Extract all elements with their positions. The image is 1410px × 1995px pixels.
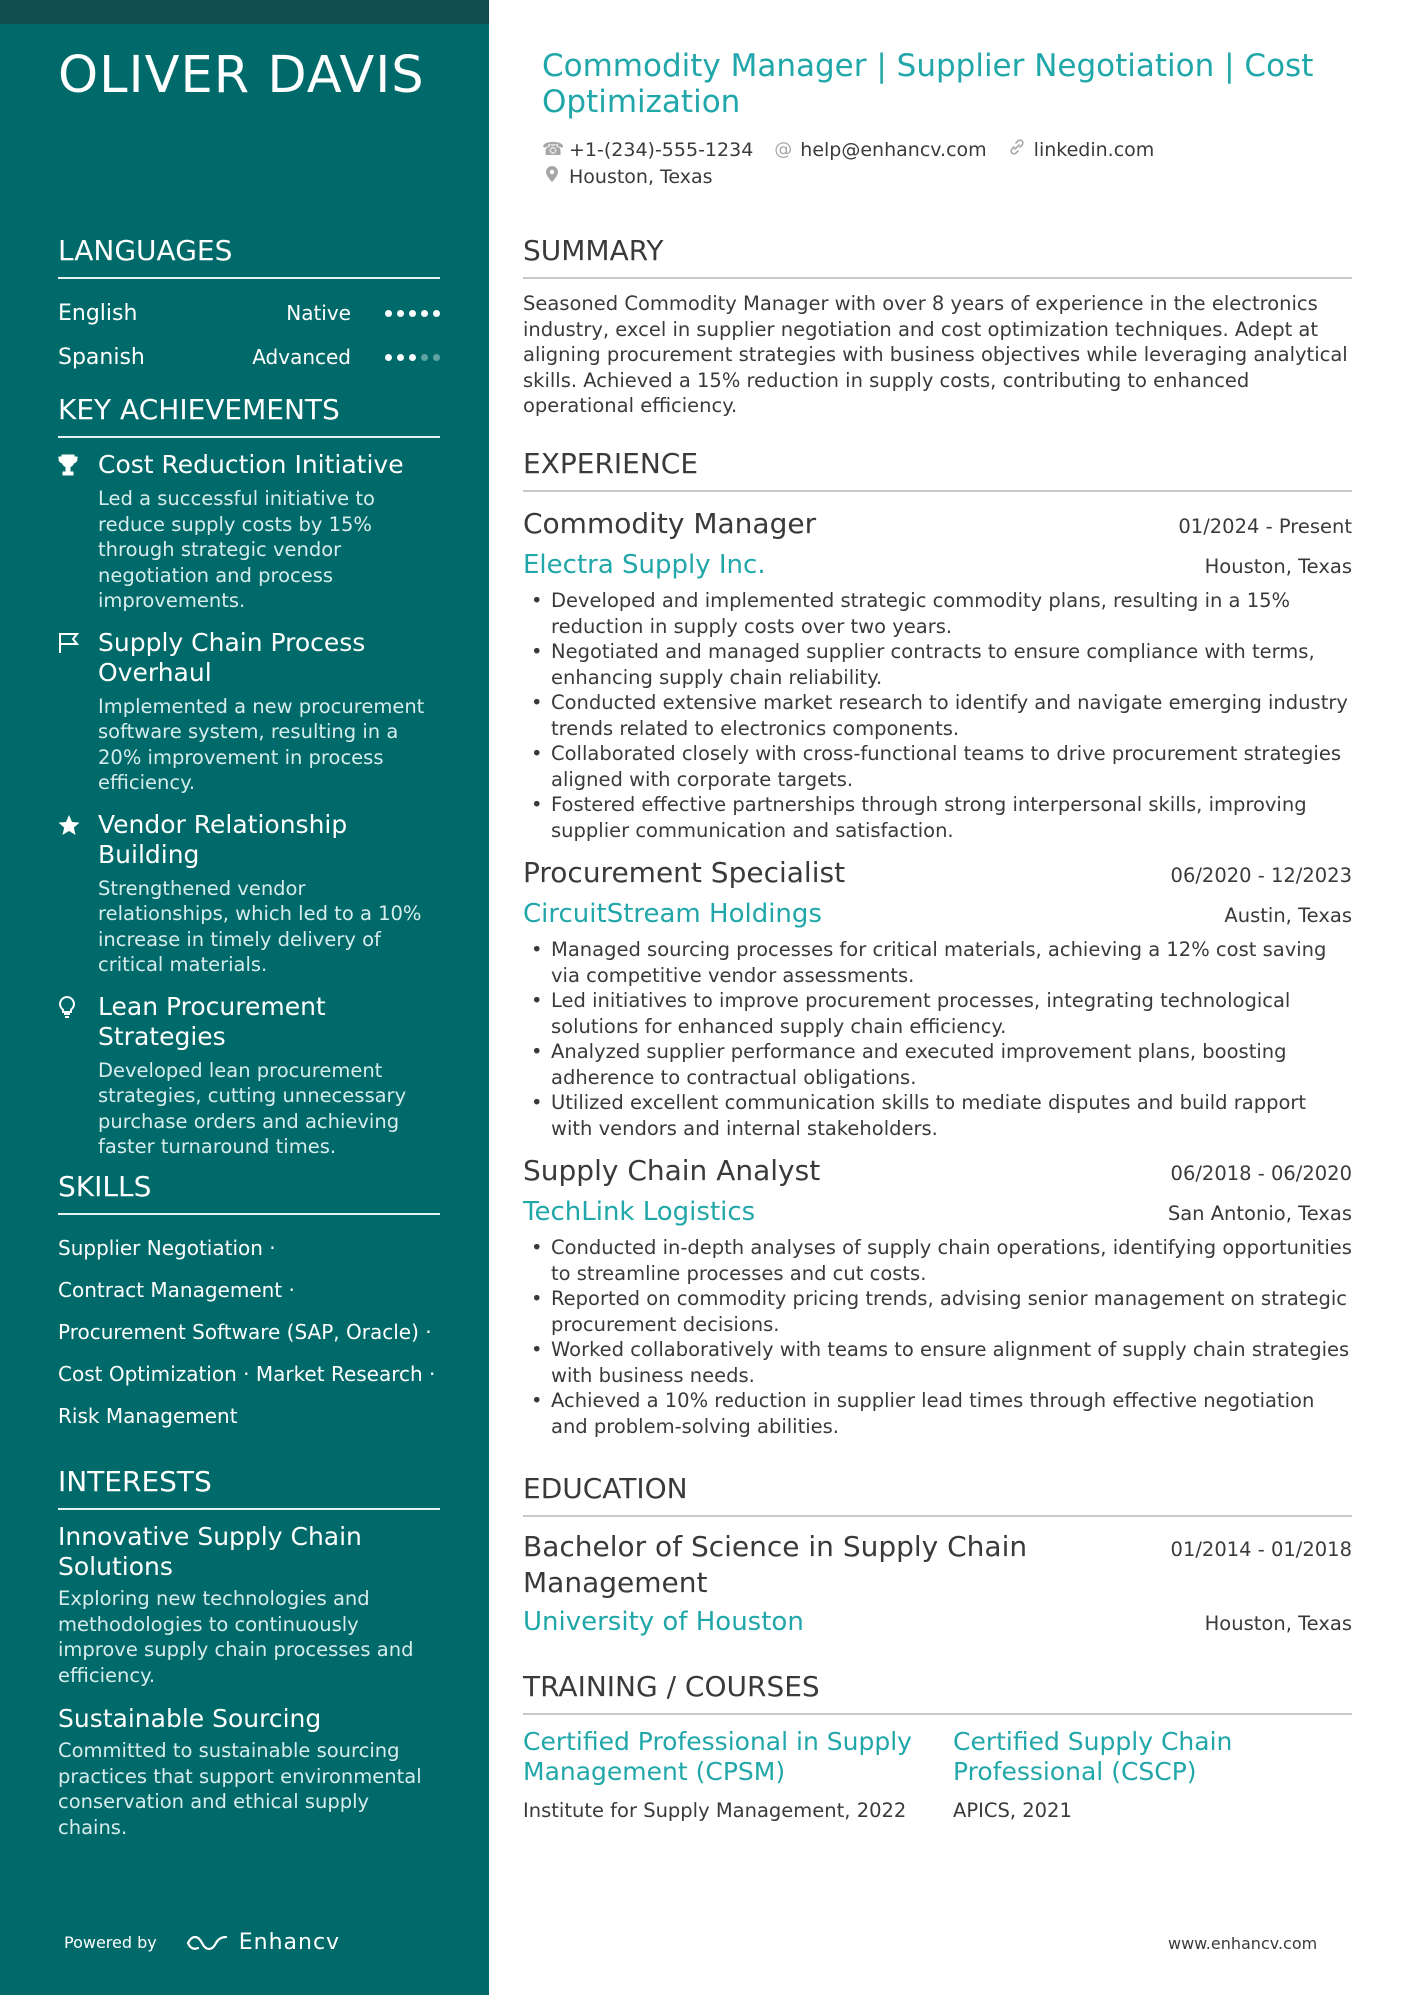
star-icon [58,810,98,978]
training-title: TRAINING / COURSES [523,1670,1352,1715]
job-bullet: • Collaborated closely with cross-functional teams to drive procurement strategies aligned with corporate targets. [523,741,1352,792]
interest-description: Committed to sustainable sourcing practices that support environmental conservation and ethical supply chains. [58,1739,422,1839]
achievement-title: Cost Reduction Initiative [98,450,404,479]
job-location: San Antonio, Texas [1167,1202,1352,1225]
education-dates: 01/2014 - 01/2018 [1170,1538,1352,1561]
lightbulb-icon [58,992,98,1160]
powered-by-label: Powered by [64,1933,157,1952]
training-section [523,1670,1352,1822]
achievement-description: Implemented a new procurement software system, resulting in a 20% improvement in process efficiency. [98,694,425,794]
education-section [523,1472,1352,1641]
achievement-title: Supply Chain Process Overhaul [98,627,366,687]
language-name: Spanish [58,344,145,370]
languages-section [58,234,440,379]
achievement-description: Strengthened vendor relationships, which led to a 10% increase in timely delivery of critical materials. [98,876,422,976]
course-org: APICS, 2021 [953,1799,1072,1822]
job-role: Procurement Specialist [523,856,846,889]
proficiency-dots [385,310,440,317]
interest-title: Sustainable Sourcing [58,1704,322,1733]
achievement-description: Led a successful initiative to reduce supply costs by 15% through strategic vendor negotiation and process improvements. [98,487,375,612]
job-company: TechLink Logistics [523,1197,756,1227]
skill-item: Cost Optimization · Market Research · [58,1362,436,1386]
trophy-icon [58,450,98,614]
job-bullet: • Developed and implemented strategic commodity plans, resulting in a 15% reduction in supply costs over two years. [523,588,1352,639]
job-bullet: • Fostered effective partnerships through strong interpersonal skills, improving supplier communication and satisfaction. [523,792,1352,843]
course-item [953,1727,1343,1822]
language-level: Advanced [252,345,351,369]
job-bullet: • Utilized excellent communication skills to mediate disputes and build rapport with vendors and internal stakeholders. [523,1090,1352,1141]
sidebar-top-bar [0,0,489,24]
job-company: CircuitStream Holdings [523,899,822,929]
achievements-title: KEY ACHIEVEMENTS [58,393,440,438]
enhancv-brand: Enhancv [238,1930,341,1955]
experience-title: EXPERIENCE [523,447,1352,492]
location-item [542,165,713,188]
phone-icon: ☎ [542,139,565,160]
summary-text: Seasoned Commodity Manager with over 8 years of experience in the electronics industry, excel in supplier negotiation and cost optimization techniques. Adept at aligning procurement strategies with business objectives while leveraging analytical skills. Achieved a 15% reduction in supply costs, contributing to enhanced operational efficiency. [523,292,1348,417]
job-bullets [523,937,1352,1141]
job-bullet: • Analyzed supplier performance and executed improvement plans, boosting adherence to contractual obligations. [523,1039,1352,1090]
interest-description: Exploring new technologies and methodologies to continuously improve supply chain processes and efficiency. [58,1587,414,1687]
contact-info [542,136,1322,190]
link-item[interactable] [1007,138,1155,161]
job-bullet: • Managed sourcing processes for critical materials, achieving a 12% cost saving via competitive vendor assessments. [523,937,1352,988]
powered-by [64,1930,340,1955]
enhancv-logo-icon [185,1931,231,1955]
education-location: Houston, Texas [1204,1612,1352,1635]
candidate-name: OLIVER DAVIS [58,46,425,105]
summary-title: SUMMARY [523,234,1352,279]
job-bullet: • Worked collaboratively with teams to ensure alignment of supply chain strategies with business needs. [523,1337,1352,1388]
job-bullet: • Reported on commodity pricing trends, advising senior management on strategic procurement decisions. [523,1286,1352,1337]
headline: Commodity Manager | Supplier Negotiation | Cost Optimization [542,48,1314,120]
summary-section [523,234,1352,419]
location-pin-icon [542,165,562,188]
achievement-item [58,628,440,796]
job-bullet: • Led initiatives to improve procurement processes, integrating technological solutions for enhanced supply chain efficiency. [523,988,1352,1039]
skills-section [58,1170,440,1437]
phone-text: +1-(234)-555-1234 [569,138,754,161]
at-icon: @ [774,139,793,160]
enhancv-logo[interactable] [185,1930,340,1955]
sidebar [0,0,489,1995]
education-degree: Bachelor of Science in Supply Chain Management [523,1530,1028,1599]
footer-url[interactable]: www.enhancv.com [1168,1934,1318,1953]
email-text: help@enhancv.com [800,138,987,161]
achievements-section [58,393,440,1174]
job-dates: 06/2020 - 12/2023 [1170,864,1352,887]
job-bullets [523,1235,1352,1439]
job-dates: 01/2024 - Present [1178,515,1352,538]
skill-item: Procurement Software (SAP, Oracle) · [58,1320,432,1344]
course-org: Institute for Supply Management, 2022 [523,1799,907,1822]
skill-item: Risk Management [58,1404,238,1428]
education-school: University of Houston [523,1607,804,1637]
job-bullet: • Conducted in-depth analyses of supply chain operations, identifying opportunities to streamline processes and cut costs. [523,1235,1352,1286]
job-location: Austin, Texas [1224,904,1352,927]
achievement-item [58,992,440,1160]
job-role: Commodity Manager [523,507,817,540]
language-row [58,291,440,335]
link-icon [1007,138,1027,161]
achievement-description: Developed lean procurement strategies, cutting unnecessary purchase orders and achieving faster turnaround times. [98,1058,407,1158]
job-entry [523,1151,1352,1439]
language-row [58,335,440,379]
proficiency-dots [385,354,440,361]
job-dates: 06/2018 - 06/2020 [1170,1162,1352,1185]
job-bullets [523,588,1352,843]
experience-section [523,447,1352,1449]
languages-title: LANGUAGES [58,234,440,279]
achievement-title: Vendor Relationship Building [98,809,348,869]
link-text: linkedin.com [1033,138,1155,161]
achievement-item [58,450,440,614]
interest-title: Innovative Supply Chain Solutions [58,1522,362,1581]
language-level: Native [286,301,351,325]
job-entry [523,504,1352,843]
course-title: Certified Supply Chain Professional (CSCP) [953,1727,1233,1786]
course-title: Certified Professional in Supply Management (CPSM) [523,1727,912,1786]
job-bullet: • Achieved a 10% reduction in supplier lead times through effective negotiation and problem-solving abilities. [523,1388,1352,1439]
email-item[interactable] [773,139,986,161]
course-item [523,1727,913,1822]
interests-title: INTERESTS [58,1465,440,1510]
flag-icon [58,628,98,796]
phone-item[interactable] [542,139,753,161]
skills-title: SKILLS [58,1170,440,1215]
achievement-item [58,810,440,978]
achievement-title: Lean Procurement Strategies [98,991,326,1051]
job-bullet: • Conducted extensive market research to identify and navigate emerging industry trends related to electronics components. [523,690,1352,741]
location-text: Houston, Texas [569,165,713,188]
job-role: Supply Chain Analyst [523,1154,821,1187]
job-location: Houston, Texas [1204,555,1352,578]
interests-section [58,1465,440,1856]
education-title: EDUCATION [523,1472,1352,1517]
skill-item: Supplier Negotiation · [58,1236,276,1260]
language-name: English [58,300,138,326]
skill-item: Contract Management · [58,1278,295,1302]
job-company: Electra Supply Inc. [523,550,766,580]
job-entry [523,853,1352,1141]
job-bullet: • Negotiated and managed supplier contracts to ensure compliance with terms, enhancing supply chain reliability. [523,639,1352,690]
